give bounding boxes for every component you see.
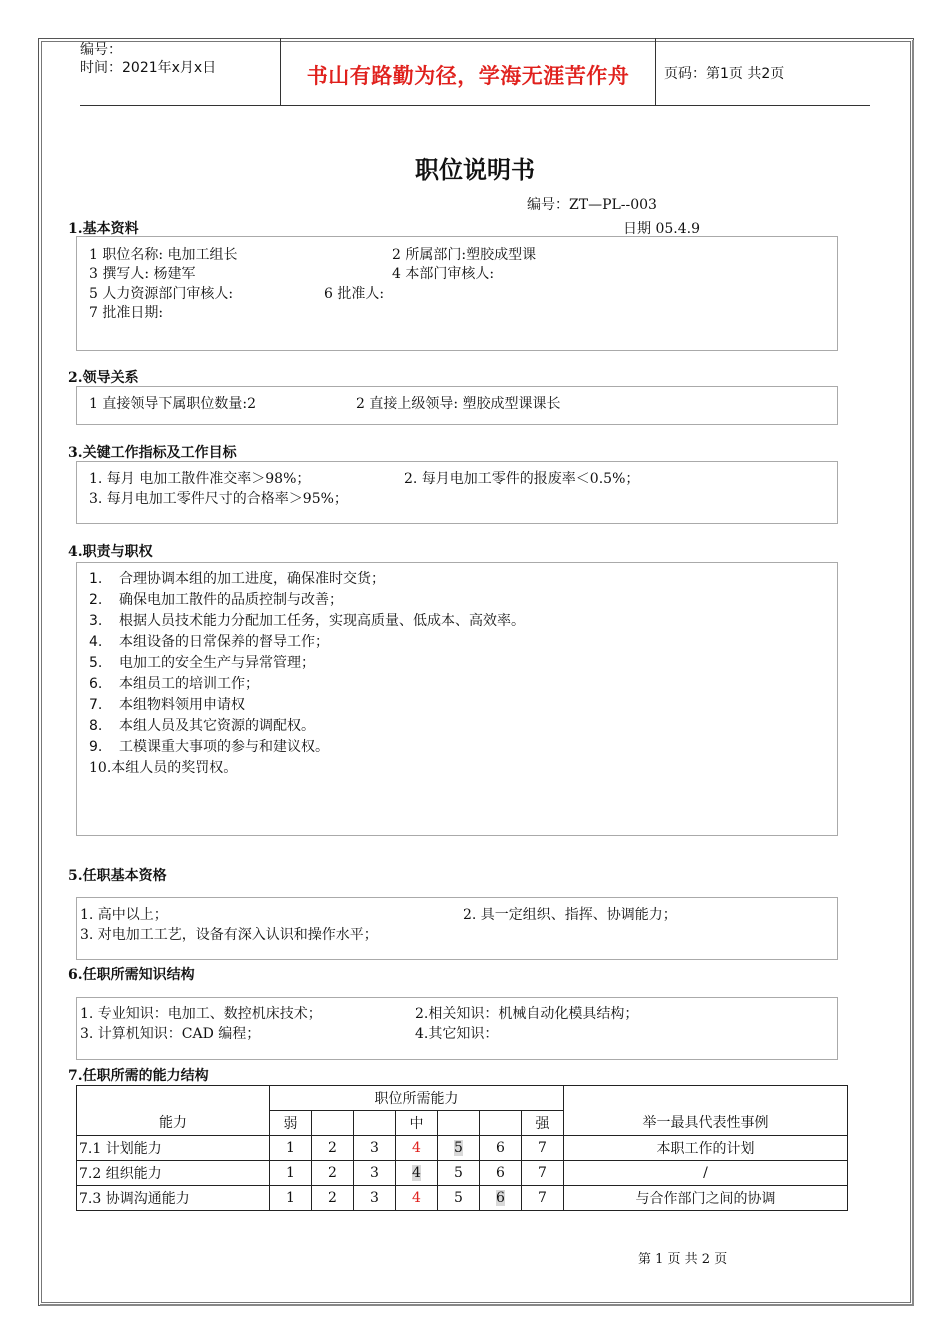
duty-item: 5. 电加工的安全生产与异常管理； xyxy=(89,655,315,671)
example-cell: 与合作部门之间的协调 xyxy=(564,1186,848,1211)
table-row xyxy=(77,1186,848,1211)
ability-column-header: 能力 xyxy=(77,1086,270,1136)
kpi-line: 3. 每月电加工零件尺寸的合格率＞95%； xyxy=(89,491,348,507)
header-page-cell xyxy=(654,38,870,105)
knowledge-line: 4.其它知识： xyxy=(415,1026,499,1042)
section-5-heading: 5.任职基本资格 xyxy=(68,868,167,884)
basic-info-line: 2 所属部门:塑胶成型课 xyxy=(392,247,537,263)
knowledge-line: 2.相关知识：机械自动化模具结构； xyxy=(415,1006,639,1022)
scale-weak-label: 弱 xyxy=(270,1111,312,1136)
section-4-heading: 4.职责与职权 xyxy=(68,544,153,560)
score-cell: 5 xyxy=(438,1161,480,1186)
duty-item: 3. 根据人员技术能力分配加工任务，实现高质量、低成本、高效率。 xyxy=(89,613,525,629)
duty-item: 8. 本组人员及其它资源的调配权。 xyxy=(89,718,315,734)
example-cell: 本职工作的计划 xyxy=(564,1136,848,1161)
score-cell: 1 xyxy=(270,1186,312,1211)
duty-item: 2. 确保电加工散件的品质控制与改善； xyxy=(89,592,343,608)
scale-mid-label: 中 xyxy=(396,1111,438,1136)
ability-name: 7.2 组织能力 xyxy=(77,1161,270,1186)
section-6-box xyxy=(76,997,838,1060)
header-doc-no: 编号： xyxy=(80,42,122,58)
section-7-heading: 7.任职所需的能力结构 xyxy=(68,1068,209,1084)
scale-cell xyxy=(312,1111,354,1136)
score-cell: 5 xyxy=(438,1186,480,1211)
page-header xyxy=(80,38,870,106)
section-2-box xyxy=(76,386,838,425)
score-cell: 7 xyxy=(522,1186,564,1211)
leadership-line: 1 直接领导下属职位数量:2 xyxy=(89,396,256,412)
knowledge-line: 3. 计算机知识：CAD 编程； xyxy=(80,1026,261,1042)
page-border-shadow-right xyxy=(912,40,914,1306)
section-2-heading: 2.领导关系 xyxy=(68,370,139,386)
score-cell: 1 xyxy=(270,1136,312,1161)
qualification-line: 1. 高中以上； xyxy=(80,907,168,923)
basic-info-line: 3 撰写人: 杨建军 xyxy=(89,266,196,282)
score-cell: 3 xyxy=(354,1161,396,1186)
section-1-heading: 1.基本资料 xyxy=(68,221,139,237)
duty-item: 6. 本组员工的培训工作； xyxy=(89,676,259,692)
qualification-line: 2. 具一定组织、指挥、协调能力； xyxy=(463,907,677,923)
qualification-line: 3. 对电加工工艺，设备有深入认识和操作水平； xyxy=(80,927,378,943)
score-cell: 3 xyxy=(354,1186,396,1211)
ability-table xyxy=(76,1085,848,1211)
section-1-box xyxy=(76,236,838,351)
document-title: 职位说明书 xyxy=(415,156,535,184)
section-5-box xyxy=(76,897,838,960)
leadership-line: 2 直接上级领导: 塑胶成型课课长 xyxy=(356,396,561,412)
document-number: 编号：ZT—PL--003 xyxy=(527,197,657,213)
basic-info-line: 4 本部门审核人: xyxy=(392,266,495,282)
score-cell: 4 xyxy=(396,1161,438,1186)
required-ability-header: 职位所需能力 xyxy=(270,1086,564,1111)
score-cell: 4 xyxy=(396,1186,438,1211)
score-cell: 1 xyxy=(270,1161,312,1186)
table-row xyxy=(77,1136,848,1161)
scale-cell xyxy=(438,1111,480,1136)
duty-item: 4. 本组设备的日常保养的督导工作； xyxy=(89,634,329,650)
document-date: 日期 05.4.9 xyxy=(623,221,700,237)
score-cell: 6 xyxy=(480,1186,522,1211)
header-motto: 书山有路勤为径，学海无涯苦作舟 xyxy=(306,63,630,88)
header-time: 时间：2021年x月x日 xyxy=(80,60,217,76)
scale-cell xyxy=(354,1111,396,1136)
scale-strong-label: 强 xyxy=(522,1111,564,1136)
score-cell: 5 xyxy=(438,1136,480,1161)
header-motto-cell xyxy=(280,38,656,105)
section-3-heading: 3.关键工作指标及工作目标 xyxy=(68,445,237,461)
score-cell: 6 xyxy=(480,1136,522,1161)
duty-item: 7. 本组物料领用申请权 xyxy=(89,697,245,713)
ability-name: 7.1 计划能力 xyxy=(77,1136,270,1161)
duty-item: 1. 合理协调本组的加工进度，确保准时交货； xyxy=(89,571,385,587)
basic-info-line: 5 人力资源部门审核人: xyxy=(89,286,234,302)
score-cell: 7 xyxy=(522,1136,564,1161)
kpi-line: 2. 每月电加工零件的报废率＜0.5%； xyxy=(404,471,640,487)
kpi-line: 1. 每月 电加工散件准交率＞98%； xyxy=(89,471,311,487)
header-meta xyxy=(80,38,280,108)
duty-item: 10.本组人员的奖罚权。 xyxy=(89,760,238,776)
score-cell: 7 xyxy=(522,1161,564,1186)
basic-info-line: 1 职位名称: 电加工组长 xyxy=(89,247,238,263)
section-3-box xyxy=(76,461,838,524)
score-cell: 2 xyxy=(312,1136,354,1161)
duty-item: 9. 工模课重大事项的参与和建议权。 xyxy=(89,739,329,755)
section-6-heading: 6.任职所需知识结构 xyxy=(68,967,195,983)
score-cell: 2 xyxy=(312,1161,354,1186)
section-4-box xyxy=(76,562,838,836)
page-border-shadow xyxy=(40,1304,914,1306)
ability-name: 7.3 协调沟通能力 xyxy=(77,1186,270,1211)
score-cell: 3 xyxy=(354,1136,396,1161)
knowledge-line: 1. 专业知识：电加工、数控机床技术； xyxy=(80,1006,322,1022)
basic-info-line: 7 批准日期: xyxy=(89,305,164,321)
example-column-header: 举一最具代表性事例 xyxy=(564,1086,848,1136)
table-row xyxy=(77,1161,848,1186)
score-cell: 4 xyxy=(396,1136,438,1161)
example-cell: / xyxy=(564,1161,848,1186)
basic-info-line: 6 批准人: xyxy=(324,286,385,302)
header-page-info: 页码：第1页 共2页 xyxy=(664,66,785,82)
page-footer: 第 1 页 共 2 页 xyxy=(638,1252,728,1267)
score-cell: 2 xyxy=(312,1186,354,1211)
scale-cell xyxy=(480,1111,522,1136)
score-cell: 6 xyxy=(480,1161,522,1186)
